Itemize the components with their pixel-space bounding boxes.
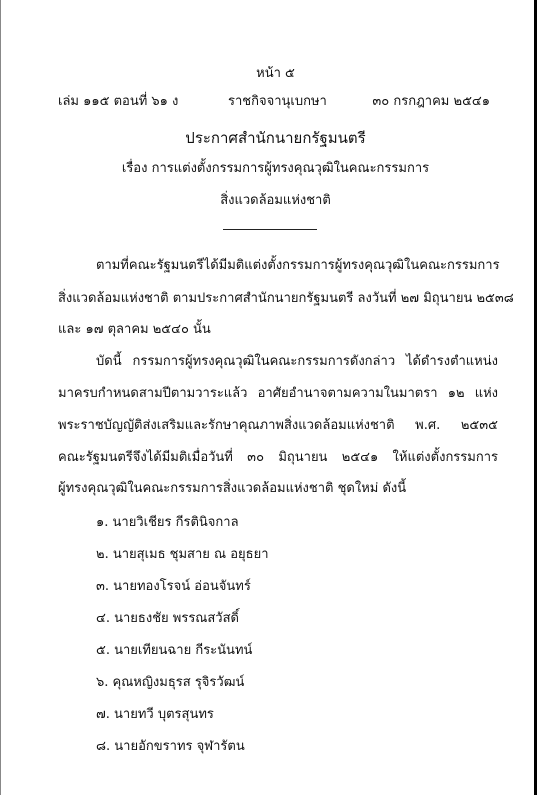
paragraph-2-line-4: คณะรัฐมนตรีจึงได้มีมติเมื่อวันที่ ๓๐ มิถุนายน ๒๕๔๑ ให้แต่งตั้งกรรมการ — [58, 450, 498, 465]
paragraph-1-line-3: และ ๑๗ ตุลาคม ๒๕๔๐ นั้น — [58, 322, 211, 337]
paragraph-1-line-2: สิ่งแวดล้อมแห่งชาติ ตามประกาศสำนักนายกรัฐมนตรี ลงวันที่ ๒๗ มิถุนายน ๒๕๓๘ — [58, 291, 514, 306]
gazette-name: ราชกิจจานุเบกษา — [228, 94, 327, 109]
announcement-title: ประกาศสำนักนายกรัฐมนตรี — [185, 129, 366, 147]
volume-issue: เล่ม ๑๑๕ ตอนที่ ๖๑ ง — [58, 94, 179, 109]
member-list-item: ๒. นายสุเมธ ชุมสาย ณ อยุธยา — [96, 547, 269, 562]
page-number: หน้า ๕ — [256, 66, 295, 81]
member-list-item: ๕. นายเทียนฉาย กีระนันทน์ — [96, 643, 253, 658]
member-list-item: ๘. นายอักขราทร จุฬารัตน — [96, 739, 245, 754]
paragraph-2-line-3: พระราชบัญญัติส่งเสริมและรักษาคุณภาพสิ่งแวดล้อมแห่งชาติ พ.ศ. ๒๕๓๕ — [58, 418, 498, 433]
member-list-item: ๔. นายธงชัย พรรณสวัสดิ์ — [96, 611, 239, 626]
member-list-item: ๓. นายทองโรจน์ อ่อนจันทร์ — [96, 579, 251, 594]
announcement-subject-line-1: เรื่อง การแต่งตั้งกรรมการผู้ทรงคุณวุฒิในคณะกรรมการ — [121, 161, 430, 176]
paragraph-2-line-2: มาครบกำหนดสามปีตามวาระแล้ว อาศัยอำนาจตามความในมาตรา ๑๒ แห่ง — [58, 386, 498, 401]
page-edge-left — [0, 0, 1, 795]
member-list-item: ๑. นายวิเชียร กีรตินิจกาล — [96, 515, 239, 530]
publication-date: ๓๐ กรกฎาคม ๒๕๔๑ — [372, 94, 490, 109]
member-list-item: ๖. คุณหญิงมธุรส รุจิรวัฒน์ — [96, 675, 245, 690]
paragraph-1-line-1: ตามที่คณะรัฐมนตรีได้มีมติแต่งตั้งกรรมการผู้ทรงคุณวุฒิในคณะกรรมการ — [96, 258, 500, 273]
title-divider — [223, 229, 317, 230]
announcement-subject-line-2: สิ่งแวดล้อมแห่งชาติ — [220, 193, 331, 208]
paragraph-2-line-5: ผู้ทรงคุณวุฒิในคณะกรรมการสิ่งแวดล้อมแห่งชาติ ชุดใหม่ ดังนี้ — [58, 481, 407, 496]
member-list-item: ๗. นายทวี บุตรสุนทร — [96, 707, 214, 722]
paragraph-2-line-1: บัดนี้ กรรมการผู้ทรงคุณวุฒิในคณะกรรมการดังกล่าว ได้ดำรงตำแหน่ง — [96, 354, 498, 369]
